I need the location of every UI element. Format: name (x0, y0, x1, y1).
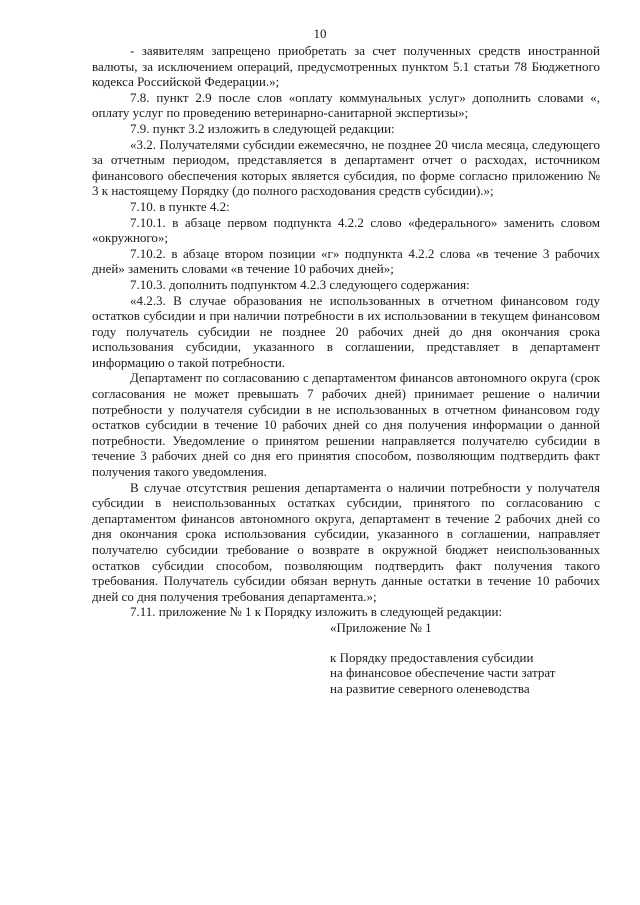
page-number: 10 (313, 26, 327, 41)
paragraph-7-10-1: 7.10.1. в абзаце первом подпункта 4.2.2 слово «федерального» заменить словом «окружного»; (92, 214, 600, 246)
paragraph-no-decision: В случае отсутствия решения департамента о наличии потребности у получателя субсидии в неиспользованных остатках субсидии, принятого по согласованию с департаментом финансов автономного округа, департамент в течение 2 рабочих дней со дня окончания срока использования субсидии, указанного в соглашении, направляет получателю субсидии требование о возврате в окружной бюджет неиспользованных остатков субсидии способом, позволяющим подтвердить факт получения такого требования. Получатель субсидии обязан вернуть данные остатки в течение 10 рабочих дней со дня получения требования департамента.»; (92, 479, 600, 604)
appendix-line: на финансовое обеспечение части затрат (330, 665, 556, 681)
appendix-title: «Приложение № 1 (330, 619, 432, 635)
appendix-line: к Порядку предоставления субсидии (330, 649, 534, 665)
paragraph-7-10-3: 7.10.3. дополнить подпунктом 4.2.3 следующего содержания: (130, 276, 470, 292)
appendix-line: на развитие северного оленеводства (330, 680, 530, 696)
paragraph-4-2-3: «4.2.3. В случае образования не использованных в отчетном финансовом году остатков субсидии и при наличии потребности в их использовании в текущем финансовом году получатель субсидии не позднее 20 рабочих дней до дня окончания срока использования субсидии, указанного в соглашении, представляет в департамент информацию о такой потребности. (92, 292, 600, 370)
paragraph-department-decision: Департамент по согласованию с департаментом финансов автономного округа (срок согласования не может превышать 7 рабочих дней) принимает решение о наличии потребности у получателя субсидии в не использованных в отчетном финансовом году остатков субсидии в течение 10 рабочих дней со дня получения информации о данной потребности. Уведомление о принятом решении направляется получателю субсидии в течение 3 рабочих дней со дня его принятия способом, позволяющим подтвердить факт получения такого уведомления. (92, 370, 600, 480)
paragraph-7-8: 7.8. пункт 2.9 после слов «оплату коммунальных услуг» дополнить словами «, оплату услуг по проведению ветеринарно-санитарной экспертизы»; (92, 89, 600, 121)
document-body (92, 43, 600, 696)
appendix-caption (92, 650, 600, 697)
paragraph-3-2: «3.2. Получателями субсидии ежемесячно, не позднее 20 числа месяца, следующего за отчетным периодом, представляется в департамент отчет о расходах, источником финансового обеспечения которых является субсидия, по форме согласно приложению № 3 к настоящему Порядку (до полного расходования средств субсидии).»; (92, 136, 600, 199)
paragraph-7-9: 7.9. пункт 3.2 изложить в следующей редакции: (130, 120, 395, 136)
paragraph-7-10-2: 7.10.2. в абзаце втором позиции «г» подпункта 4.2.2 слова «в течение 3 рабочих дней» заменить словами «в течение 10 рабочих дней»; (92, 245, 600, 277)
paragraph-7-11: 7.11. приложение № 1 к Порядку изложить в следующей редакции: (130, 604, 503, 620)
paragraph-7-10: 7.10. в пункте 4.2: (130, 198, 230, 214)
paragraph-prohibition: - заявителям запрещено приобретать за счет полученных средств иностранной валюты, за исключением операций, предусмотренных пунктом 5.1 статьи 78 Бюджетного кодекса Российской Федерации.»; (92, 43, 600, 90)
